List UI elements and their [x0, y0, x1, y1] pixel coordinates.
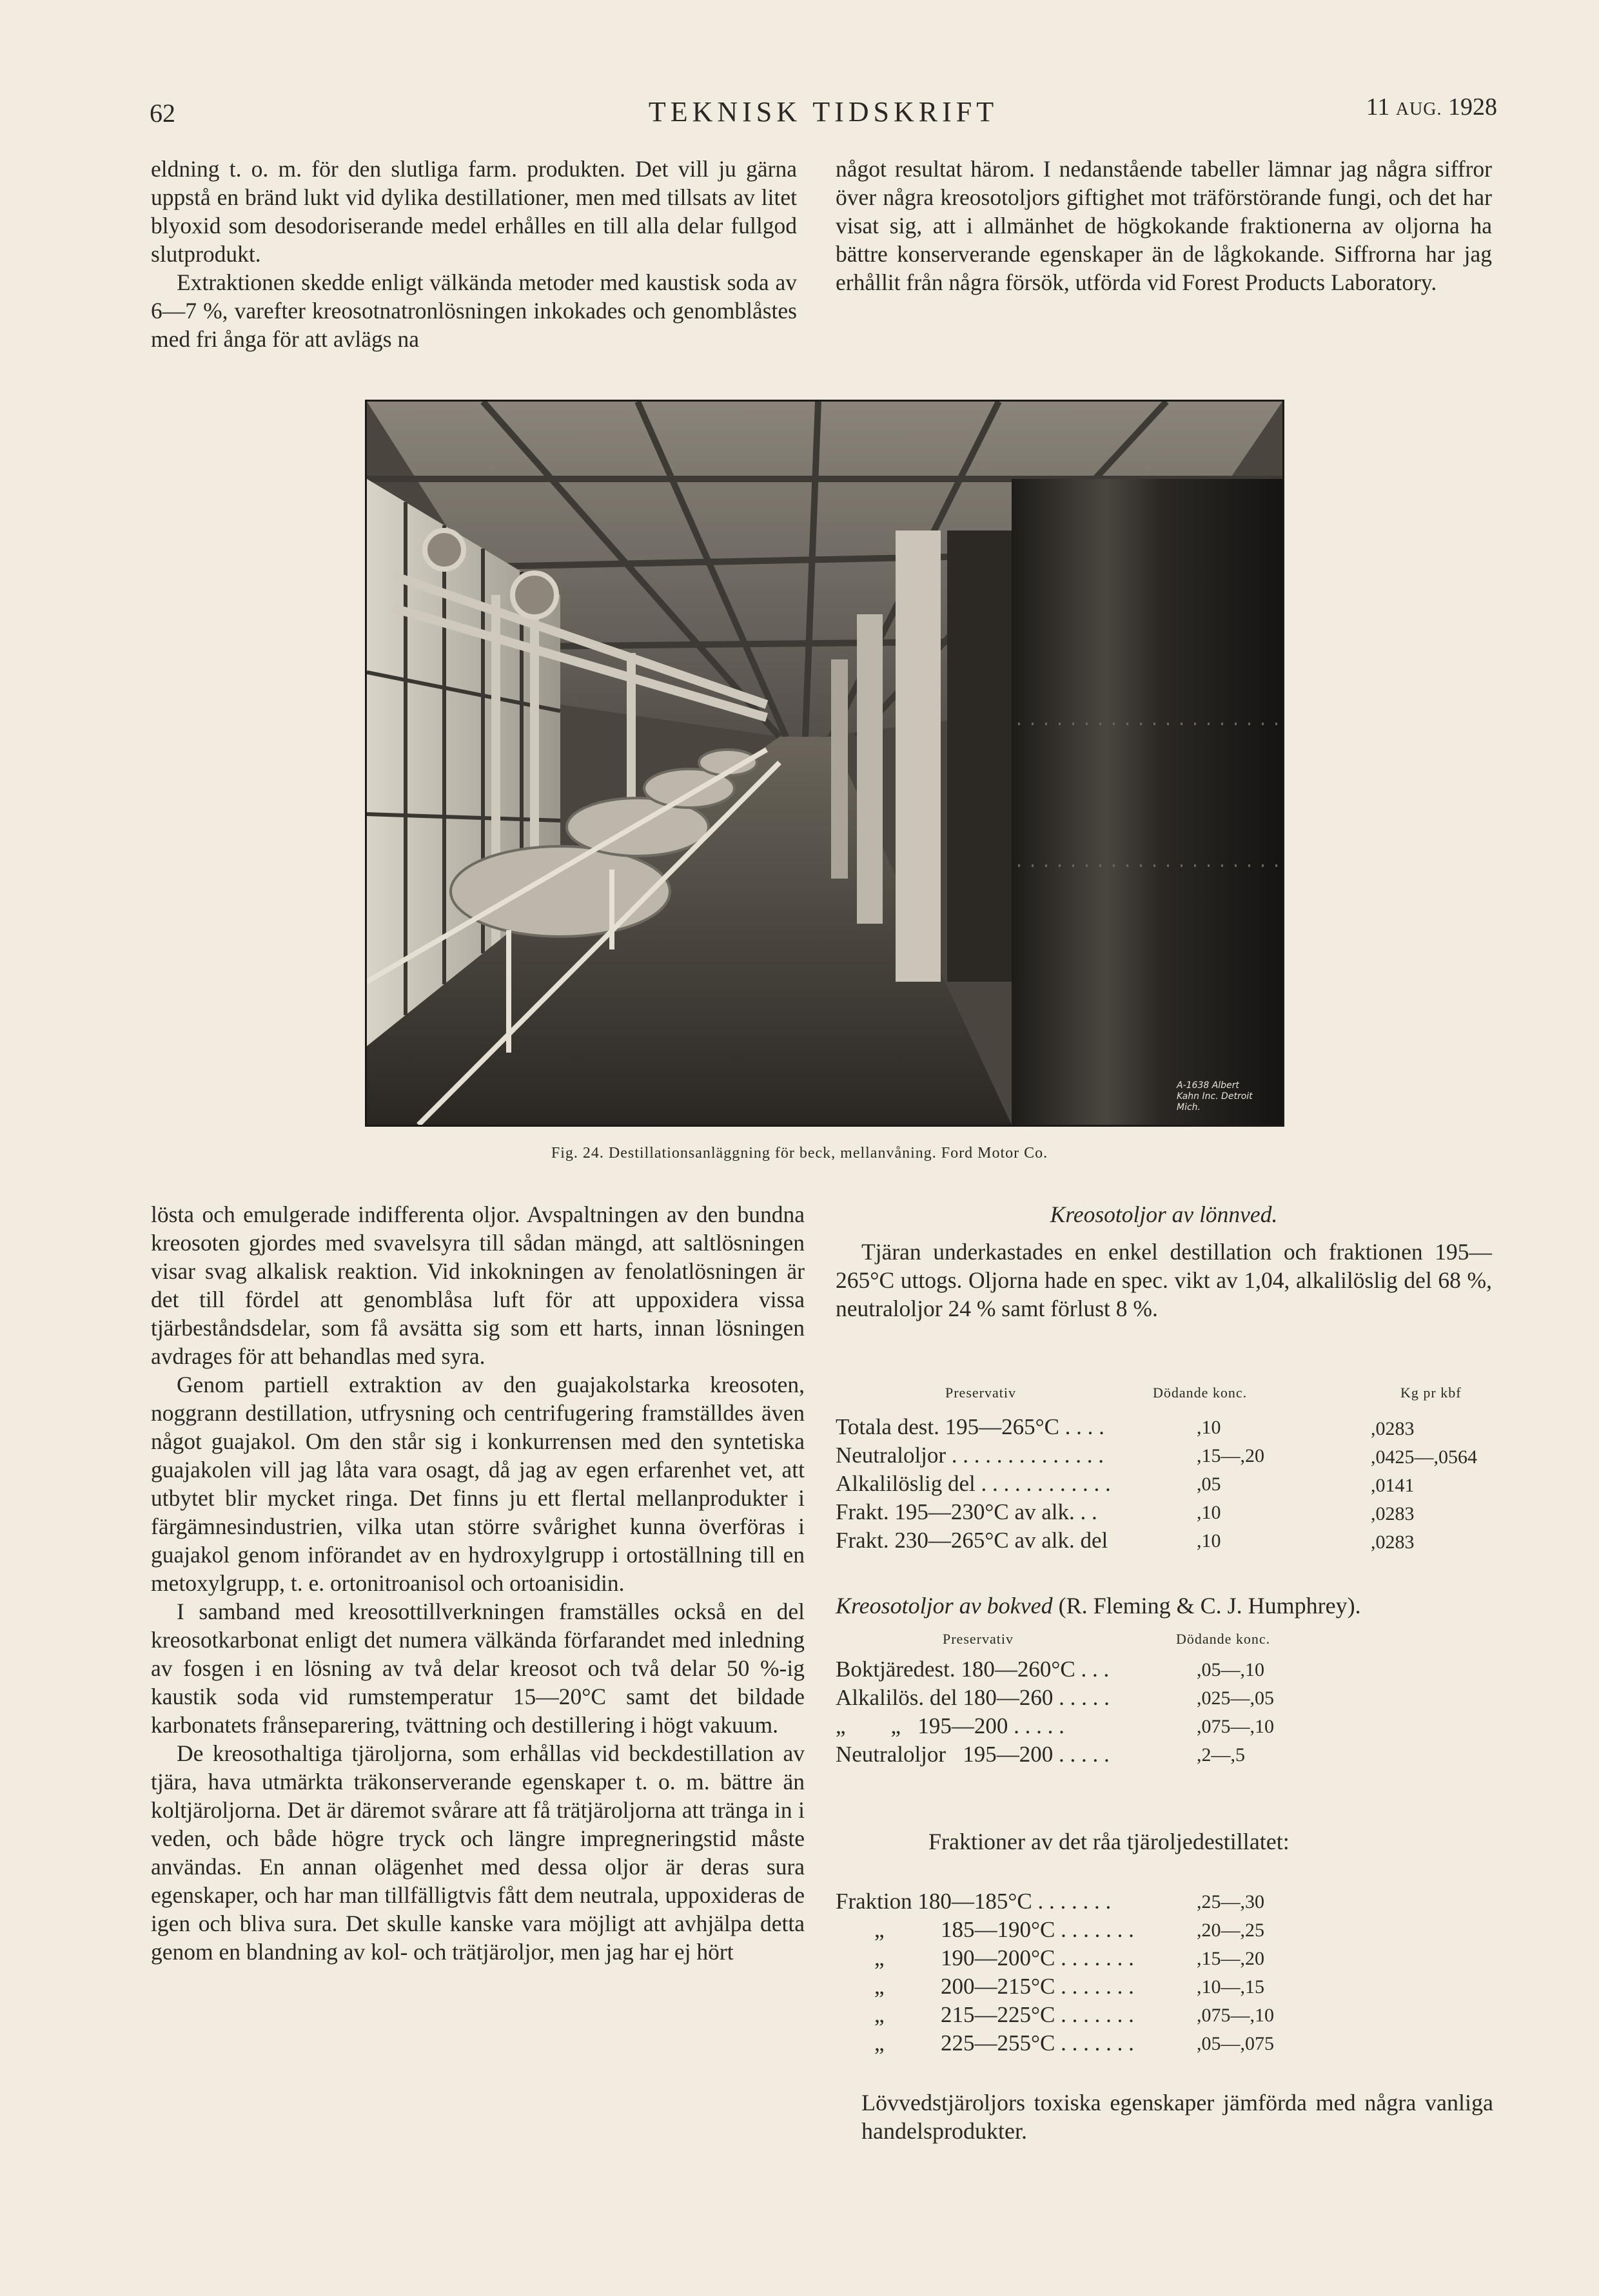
right-column-bottom — [836, 1200, 1492, 1323]
photo-illustration — [367, 402, 1282, 1125]
table-cell: ,075—,10 — [1197, 2005, 1274, 2026]
table-cell: ,025—,05 — [1197, 1688, 1274, 1709]
table-bokved — [836, 1631, 1326, 1779]
table-fraktioner — [836, 1889, 1326, 2069]
paragraph: I samband med kreosottillverkningen framställes också en del kreosotkarbonat enligt det numera välkända förfarandet med inledning av fosgen i en lösning av två delar kreosot och två delar 50 %-ig kaustik soda vid rumstemperatur 15—20°C samt det bildade karbonatets frånseparering, tvättning och destillering i högt vakuum. — [151, 1599, 805, 1738]
table-row-label: Frakt. 230—265°C av alk. del — [836, 1528, 1108, 1553]
table-cell: ,25—,30 — [1197, 1891, 1264, 1912]
table-row-label: „ 200—215°C . . . . . . . — [874, 1974, 1134, 1999]
paragraph: De kreosothaltiga tjäroljorna, som erhållas vid beckdestillation av tjära, hava utmärkta träkonserverande egenskaper t. o. m. bättre än koltjäroljorna. Det är däremot svårare att få trätjäroljorna att tränga in i veden, och både högre tryck och längre impregneringstid måste användas. En annan olägenhet med dessa oljor är deras sura egenskaper, och har man tillfälligtvis fått dem neutrala, uppoxideras de igen och bliva sura. Det skulle kanske vara möjligt att avhjälpa detta genom en blandning av kol- och trätjäroljor, men jag har ej hört — [151, 1740, 805, 1965]
paragraph: Extraktionen skedde enligt välkända metoder med kaustisk soda av 6—7 %, varefter kreosotnatronlösningen inkokades och genomblåstes med fri ånga för att avlägs na — [151, 269, 797, 352]
paragraph: lösta och emulgerade indifferenta oljor. Avspaltningen av den bundna kreosoten gjordes med svavelsyra till sådan mängd, att saltlösningen visar svag alkalisk reaktion. Vid inkokningen av fenolatlösningen är det till fördel att genomblåsa luft för att uppoxidera vissa tjärbeståndsdelar, som få avsätta sig som ett harts, innan lösningen avdrages för att behandlas med syra. — [151, 1202, 805, 1369]
table-cell: ,05 — [1197, 1474, 1221, 1495]
table-header: Preservativ — [943, 1631, 1014, 1647]
distillation-plant-photo — [365, 400, 1284, 1127]
table-cell: ,10 — [1197, 1530, 1221, 1552]
table-row-label: „ 190—200°C . . . . . . . — [874, 1945, 1134, 1970]
table-cell: ,20—,25 — [1197, 1920, 1264, 1941]
table-header: Dödande konc. — [1176, 1631, 1271, 1647]
closing-heading: Lövvedstjäroljors toxiska egenskaper jämförda med några vanliga handelsprodukter. — [861, 2090, 1493, 2144]
table-cell: ,2—,5 — [1197, 1744, 1245, 1766]
figure-caption: Fig. 24. Destillationsanläggning för beck, mellanvåning. Ford Motor Co. — [551, 1145, 1048, 1162]
table-row-label: Neutraloljor . . . . . . . . . . . . . . — [836, 1443, 1104, 1468]
table-cell: ,15—,20 — [1197, 1948, 1264, 1969]
table-cell: ,10—,15 — [1197, 1976, 1264, 1998]
photo-watermark: A-1638 Albert Kahn Inc. Detroit Mich. — [1177, 1080, 1253, 1113]
table-row-label: Neutraloljor 195—200 . . . . . — [836, 1742, 1110, 1767]
table-header: Preservativ — [945, 1385, 1016, 1401]
paragraph: eldning t. o. m. för den slutliga farm. produkten. Det vill ju gärna uppstå en bränd lukt vid dylika destillationer, men med tillsats av litet blyoxid som desodoriserande medel erhålles en till alla delar fullgod slutprodukt. — [151, 156, 797, 267]
right-column-top — [836, 155, 1492, 297]
table-fraktioner-title: Fraktioner av det råa tjäroljedestillatet: — [928, 1829, 1290, 1854]
page-header — [150, 90, 1497, 142]
journal-title: TEKNISK TIDSKRIFT — [648, 96, 999, 128]
paragraph: Genom partiell extraktion av den guajakolstarka kreosoten, noggrann destillation, utfrysning och centrifugering framställdes även något guajakol. Om den står sig i konkurrensen med den syntetiska guajakolen vill jag låta vara osagt, då jag av egen erfarenhet vet, att utbytet blir mycket ringa. Det finns ju ett flertal mellanprodukter i färgämnesindustrien, vilka utan större svårighet kunna överföras i guajakol genom införandet av en hydroxylgrupp i ortoställning till en metoxylgrupp, t. e. ortonitroanisol och ortoanisidin. — [151, 1372, 805, 1596]
issue-date: 11 AUG. 1928 — [1366, 93, 1497, 121]
table-cell: ,10 — [1197, 1417, 1221, 1438]
left-column-top — [151, 155, 797, 353]
table-row-label: „ „ 195—200 . . . . . — [836, 1713, 1064, 1738]
table-cell: ,0283 — [1371, 1532, 1415, 1553]
paragraph: något resultat härom. I nedanstående tabeller lämnar jag några siffror över några kreosotoljors giftighet mot träförstörande fungi, och det har visat sig, att i allmänhet de högkokande fraktionerna av oljorna ha bättre konserverande egenskaper än de lågkokande. Siffrorna har jag erhållit från några försök, utförda vid Forest Products Laboratory. — [836, 156, 1492, 295]
table-cell: ,0141 — [1371, 1475, 1415, 1496]
table-row-label: Fraktion 180—185°C . . . . . . . — [836, 1889, 1112, 1914]
paragraph: Tjäran underkastades en enkel destillation och fraktionen 195—265°C uttogs. Oljorna hade en spec. vikt av 1,04, alkalilöslig del 68 %, neutraloljor 24 % samt förlust 8 %. — [836, 1239, 1492, 1321]
table-row-label: Boktjäredest. 180—260°C . . . — [836, 1657, 1110, 1682]
table-header: Kg pr kbf — [1400, 1385, 1462, 1401]
table-cell: ,10 — [1197, 1502, 1221, 1523]
table-cell: ,0283 — [1371, 1418, 1415, 1439]
left-column-bottom — [151, 1200, 805, 1966]
table-row-label: „ 225—255°C . . . . . . . — [874, 2030, 1134, 2056]
table-cell: ,05—,10 — [1197, 1659, 1264, 1680]
table-header: Dödande konc. — [1153, 1385, 1248, 1401]
table-cell: ,0283 — [1371, 1503, 1415, 1524]
table-row-label: Totala dest. 195—265°C . . . . — [836, 1414, 1104, 1439]
page-number: 62 — [150, 99, 175, 128]
table-cell: ,05—,075 — [1197, 2033, 1274, 2054]
table-cell: ,15—,20 — [1197, 1445, 1264, 1466]
table-row-label: „ 215—225°C . . . . . . . — [874, 2002, 1134, 2027]
table-row-label: Alkalilöslig del . . . . . . . . . . . . — [836, 1471, 1111, 1496]
table-row-label: Alkalilös. del 180—260 . . . . . — [836, 1685, 1110, 1710]
table-lonnved — [836, 1385, 1506, 1578]
table-cell: ,075—,10 — [1197, 1716, 1274, 1737]
table-bokved-title: Kreosotoljor av bokved (R. Fleming & C. J. Humphrey). — [836, 1593, 1361, 1619]
table-cell: ,0425—,0564 — [1371, 1446, 1477, 1468]
table-row-label: Frakt. 195—230°C av alk. . . — [836, 1499, 1097, 1524]
section-title: Kreosotoljor av lönnved. — [1050, 1202, 1278, 1227]
table-row-label: „ 185—190°C . . . . . . . — [874, 1917, 1134, 1942]
